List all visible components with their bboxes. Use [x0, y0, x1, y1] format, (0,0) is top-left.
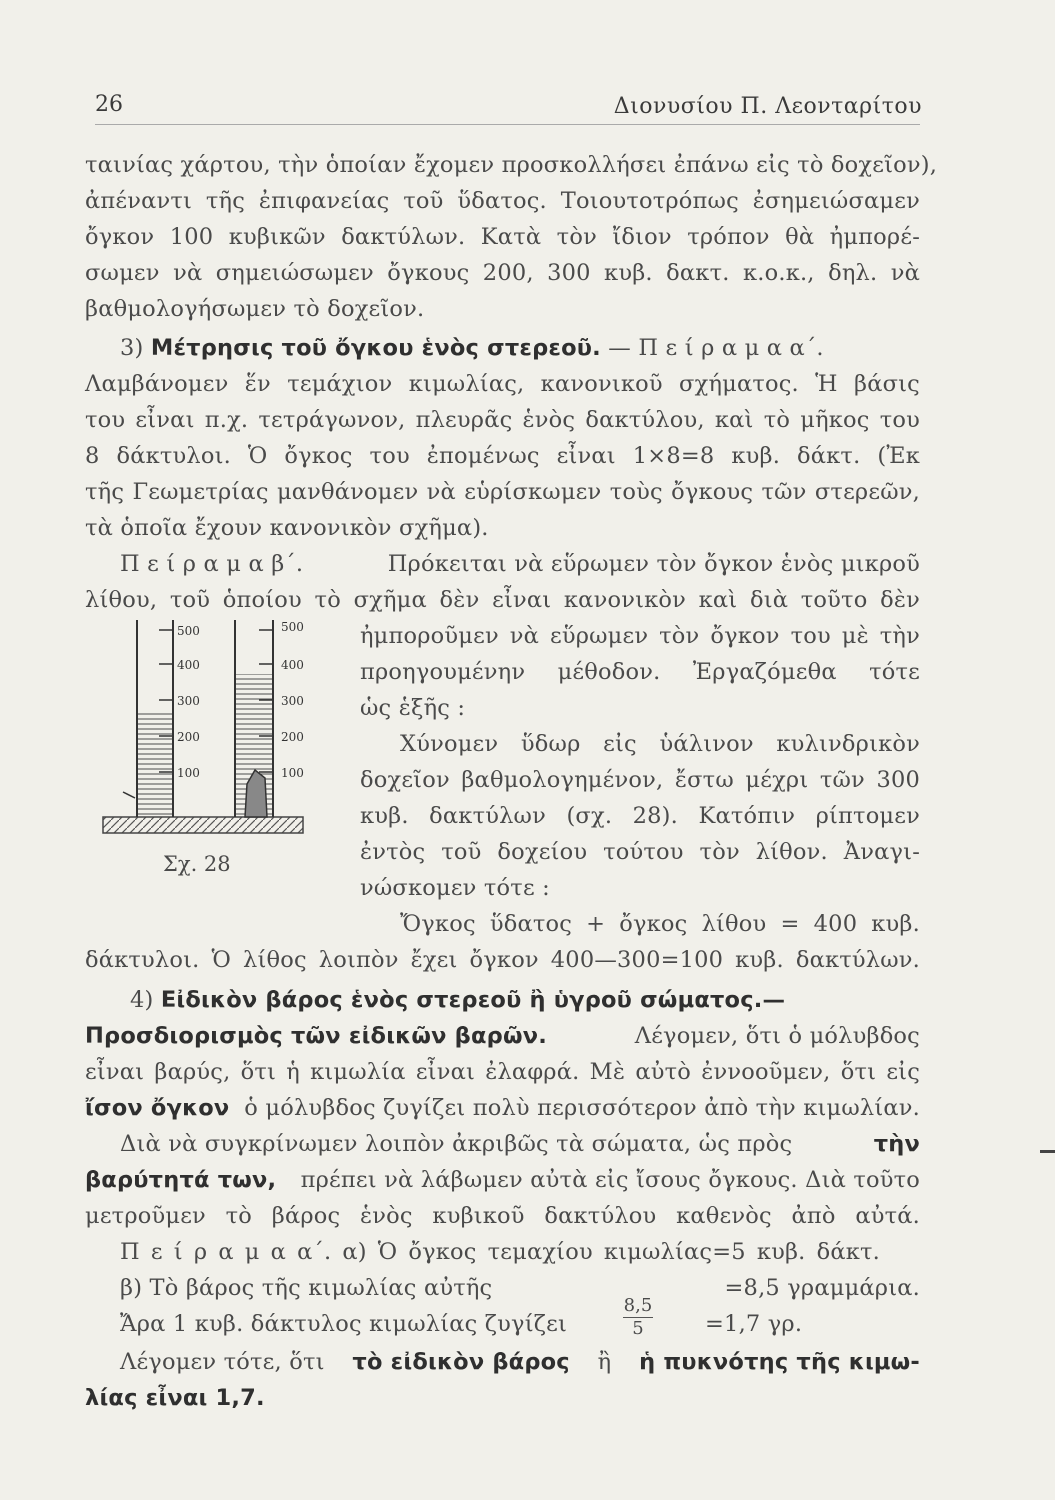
fraction-numerator: 8,5 [623, 1295, 653, 1316]
page-number: 26 [95, 92, 123, 117]
tick-label: 100 [177, 766, 200, 780]
tick-label: 100 [281, 766, 304, 780]
text-line: Λαμβάνομεν ἕν τεμάχιον κιμωλίας, κανονικοῦ σχήματος. Ἡ βάσις [85, 371, 920, 397]
text-span: ὁ μόλυβδος ζυγίζει πολὺ περισσότερον ἀπὸ τὴν κιμωλίαν. [244, 1095, 920, 1121]
text-line: =1,7 γρ. [705, 1311, 803, 1337]
text-line: δάκτυλοι. Ὁ λίθος λοιπὸν ἔχει ὄγκον 400—300=100 κυβ. δακτύλων. [85, 947, 920, 973]
text-span: πρέπει νὰ λάβωμεν αὐτὰ εἰς ἴσους ὄγκους. Διὰ τοῦτο [300, 1167, 920, 1193]
text-span: Λέγομεν, ὅτι ὁ μόλυβδος [634, 1023, 920, 1049]
text-line: μετροῦμεν τὸ βάρος ἑνὸς κυβικοῦ δακτύλου καθενὸς ἀπὸ αὐτά. [85, 1203, 920, 1229]
text-line: Π ε ί ρ α μ α α΄. α) Ὁ ὄγκος τεμαχίου κιμωλίας=5 κυβ. δάκτ. [120, 1239, 880, 1265]
subheading: Προσδιορισμὸς τῶν εἰδικῶν βαρῶν. [85, 1023, 547, 1049]
text-line: ὄγκον 100 κυβικῶν δακτύλων. Κατὰ τὸν ἴδιον τρόπον θὰ ἠμπορέ- [85, 224, 920, 250]
text-line: β) Τὸ βάρος τῆς κιμωλίας αὐτῆς [120, 1275, 493, 1301]
running-title: Διονυσίου Π. Λεονταρίτου [613, 94, 922, 119]
text-line: τῆς Γεωμετρίας μανθάνομεν νὰ εὑρίσκωμεν τοὺς ὄγκους τῶν στερεῶν, [85, 479, 920, 505]
text-line: τὰ ὁποῖα ἔχουν κανονικὸν σχῆμα). [85, 515, 489, 541]
text-line: σωμεν νὰ σημειώσωμεν ὄγκους 200, 300 κυβ. δακτ. κ.ο.κ., δηλ. νὰ [85, 260, 920, 286]
text-line [85, 1383, 920, 1413]
left-cylinder [123, 620, 200, 817]
tick-label: 400 [177, 658, 200, 672]
section-title: Εἰδικὸν βάρος ἑνὸς στερεοῦ ἢ ὑγροῦ σώματος.— [160, 987, 786, 1013]
fraction-denominator: 5 [623, 1317, 653, 1340]
tick-label: 300 [177, 694, 200, 708]
stand-base [103, 817, 303, 833]
text-line: Ὄγκος ὕδατος + ὄγκος λίθου = 400 κυβ. [400, 911, 920, 937]
experiment-label: — Π ε ί ρ α μ α α΄. [608, 335, 824, 361]
fraction [623, 1295, 653, 1340]
section-number: 3) [120, 335, 144, 361]
text-line [85, 1093, 920, 1123]
text-span: Διὰ νὰ συγκρίνωμεν λοιπὸν ἀκριβῶς τὰ σώματα, ὡς πρὸς [120, 1131, 793, 1157]
text-line: βαθμολογήσωμεν τὸ δοχεῖον. [85, 296, 425, 322]
text-span: ἢ [597, 1349, 612, 1375]
tick-label: 300 [281, 694, 304, 708]
text-line: ἠμποροῦμεν νὰ εὕρωμεν τὸν ὄγκον του μὲ τὴν [360, 623, 920, 649]
tick-label: 200 [177, 730, 200, 744]
right-cylinder [235, 620, 304, 817]
experiment-b-line [120, 549, 920, 579]
figure-caption: Σχ. 28 [163, 852, 231, 876]
text-span: Πρόκειται νὰ εὕρωμεν τὸν ὄγκον ἑνὸς μικροῦ [387, 551, 920, 577]
text-line: =8,5 γραμμάρια. [724, 1275, 920, 1301]
tick-label: 500 [281, 620, 304, 634]
section-4-heading [130, 985, 920, 1015]
figure-28-cylinders [95, 612, 325, 852]
text-line [85, 1165, 920, 1195]
water-fill [137, 710, 173, 817]
bold-phrase: ἡ πυκνότης τῆς κιμω- [639, 1349, 920, 1375]
text-line [85, 1021, 920, 1051]
bold-phrase: τὸ εἰδικὸν βάρος [352, 1349, 570, 1375]
text-line: Ἄρα 1 κυβ. δάκτυλος κιμωλίας ζυγίζει [120, 1311, 567, 1337]
text-line: λίθου, τοῦ ὁποίου τὸ σχῆμα δὲν εἶναι κανονικὸν καὶ διὰ τοῦτο δὲν [85, 587, 920, 613]
experiment-label: Π ε ί ρ α μ α β΄. [120, 551, 304, 577]
section-title: Μέτρησις τοῦ ὄγκου ἑνὸς στερεοῦ. [150, 335, 601, 361]
text-line: εἶναι βαρύς, ὅτι ἡ κιμωλία εἶναι ἐλαφρά. Μὲ αὐτὸ ἐννοοῦμεν, ὅτι εἰς [85, 1059, 920, 1085]
text-line: ὡς ἑξῆς : [360, 695, 466, 721]
text-line [120, 1129, 920, 1159]
tick-label: 500 [177, 624, 200, 638]
text-line: του εἶναι π.χ. τετράγωνον, πλευρᾶς ἑνὸς δακτύλου, καὶ τὸ μῆκος του [85, 407, 920, 433]
section-3-heading [120, 333, 920, 363]
text-line: νώσκομεν τότε : [360, 875, 550, 901]
bold-phrase: τὴν [873, 1131, 920, 1157]
text-span: Λέγομεν τότε, ὅτι [120, 1349, 325, 1375]
text-line: ταινίας χάρτου, τὴν ὁποίαν ἔχομεν προσκολλήσει ἐπάνω εἰς τὸ δοχεῖον), [85, 152, 938, 178]
text-line: 8 δάκτυλοι. Ὁ ὄγκος του ἐπομένως εἶναι 1×8=8 κυβ. δάκτ. (Ἐκ [85, 443, 920, 469]
tick-label: 200 [281, 730, 304, 744]
text-line: δοχεῖον βαθμολογημένον, ἔστω μέχρι τῶν 300 [360, 767, 920, 793]
bold-phrase: ἴσον ὄγκον [85, 1095, 230, 1121]
header-rule [95, 124, 920, 125]
margin-mark [1040, 1150, 1055, 1153]
section-number: 4) [130, 987, 154, 1013]
bold-phrase: βαρύτητά των, [85, 1167, 277, 1193]
text-line: ἀπέναντι τῆς ἐπιφανείας τοῦ ὕδατος. Τοιουτοτρόπως ἐσημειώσαμεν [85, 188, 920, 214]
text-line: προηγουμένην μέθοδον. Ἐργαζόμεθα τότε [360, 659, 920, 685]
text-line [120, 1347, 920, 1377]
text-line: κυβ. δακτύλων (σχ. 28). Κατόπιν ρίπτομεν [360, 803, 920, 829]
text-line: ἐντὸς τοῦ δοχείου τούτου τὸν λίθον. Ἀναγι- [360, 839, 920, 865]
tick-label: 400 [281, 658, 304, 672]
text-line: Χύνομεν ὕδωρ εἰς ὑάλινον κυλινδρικὸν [400, 731, 920, 757]
bold-phrase: λίας εἶναι 1,7. [85, 1385, 265, 1411]
